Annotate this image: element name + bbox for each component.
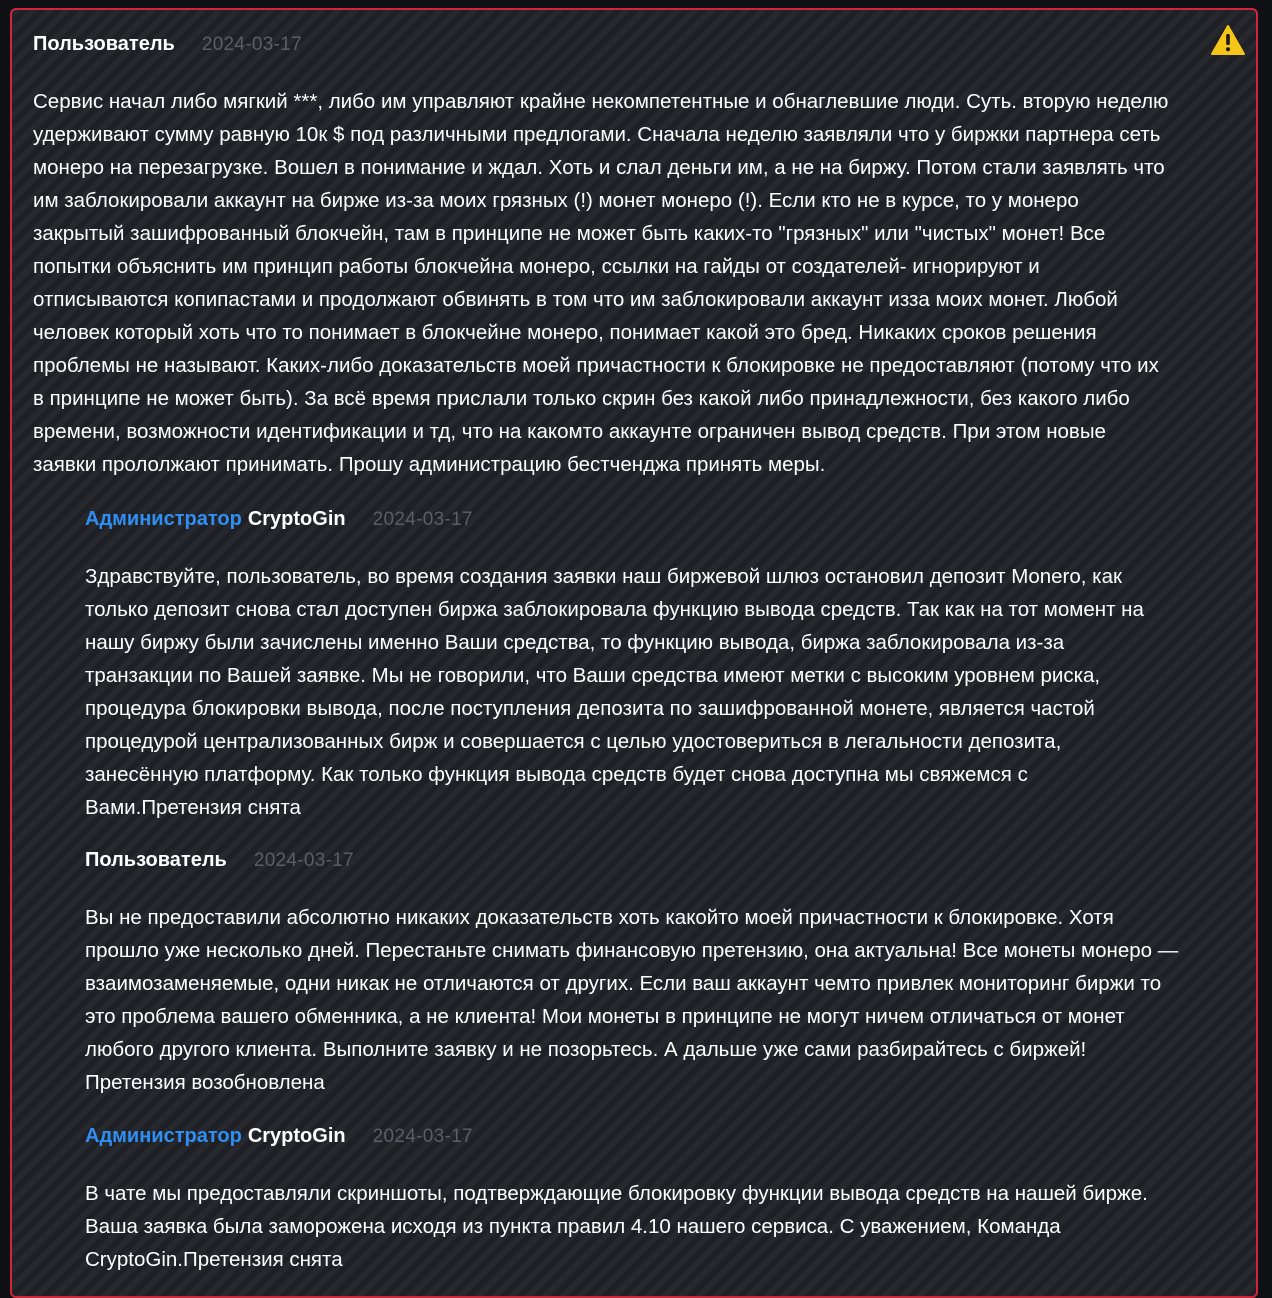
message-date: 2024-03-17 — [372, 1126, 473, 1147]
author-role: Администратор — [85, 508, 242, 530]
message-text: Здравствуйте, пользователь, во время создания заявки наш биржевой шлюз остановил депозит Monero, как только депозит снова стал доступен биржа заблокировала функцию вывода средств. Так как на тот момент на нашу биржу были зачислены именно Ваши средства, то функцию вывода, биржа заблокировала из-за транзакции по Вашей заявке. Мы не говорили, что Ваши средства имеют метки с высоким уровнем риска, процедура блокировки вывода, после поступления депозита по зашифрованной монете, является частой процедурой централизованных бирж и совершается с целью удостовериться в легальности депозита, занесённую платформу. Как только функция вывода средств будет снова доступна мы свяжемся с Вами.Претензия снята — [85, 565, 1144, 819]
message-header — [33, 33, 1234, 63]
message-header — [85, 849, 1234, 879]
message-header — [85, 1125, 1234, 1155]
review-message — [33, 33, 1234, 481]
user-reply — [85, 849, 1234, 1099]
author-role: Пользователь — [85, 849, 227, 871]
author-role: Администратор — [85, 1125, 242, 1147]
message-date: 2024-03-17 — [372, 509, 473, 530]
message-date: 2024-03-17 — [201, 34, 303, 55]
author-nickname[interactable]: CryptoGin — [247, 508, 346, 530]
complaint-card — [10, 8, 1258, 1298]
message-text: Вы не предоставили абсолютно никаких доказательств хоть какойто моей причастности к блокировке. Хотя прошло уже несколько дней. Перестаньте снимать финансовую претензию, она актуальна! Все монеты монеро — взаимозаменяемые, одни никак не отличаются от других. Если ваш аккаунт чемто привлек мониторинг биржи то это проблема вашего обменника, а не клиента! Мои монеты в принципе не могут ничем отличаться от монет любого другого клиента. Выполните заявку и не позорьтесь. А дальше уже сами разбирайтесь с биржей! Претензия возобновлена — [85, 906, 1179, 1094]
author-nickname[interactable]: CryptoGin — [247, 1125, 346, 1147]
admin-reply — [85, 1125, 1234, 1276]
message-header — [85, 508, 1234, 538]
author-role: Пользователь — [33, 33, 175, 55]
message-date: 2024-03-17 — [253, 850, 355, 871]
admin-reply — [85, 508, 1234, 824]
message-text: Сервис начал либо мягкий ***, либо им управляют крайне некомпетентные и обнаглевшие люди. Суть. вторую неделю удерживают сумму равную 10к $ под различными предлогами. Сначала неделю заявляли что у биржки партнера сеть монеро на перезагрузке. Вошел в понимание и ждал. Хоть и слал деньги им, а не на биржу. Потом стали заявлять что им заблокировали аккаунт на бирже из-за моих грязных (!) монет монеро (!). Если кто не в курсе, то у монеро закрытый зашифрованный блокчейн, там в принципе не может быть каких-то "грязных" или "чистых" монет! Все попытки объяснить им принцип работы блокчейна монеро, ссылки на гайды от создателей- игнорируют и отписываются копипастами и продолжают обвинять в том что им заблокировали аккаунт изза моих монет. Любой человек который хоть что то понимает в блокчейне монеро, понимает какой это бред. Никаких сроков решения проблемы не называют. Каких-либо доказательств моей причастности к блокировке не предоставляют (потому что их в принципе не может быть). За всё время прислали только скрин без какой либо принадлежности, без какого либо времени, возможности идентификации и тд, что на какомто аккаунте ограничен вывод средств. При этом новые заявки прололжают принимать. Прошу администрацию бестченджа принять меры. — [33, 90, 1169, 476]
message-text: В чате мы предоставляли скриншоты, подтверждающие блокировку функции вывода средств на нашей бирже. Ваша заявка была заморожена исходя из пункта правил 4.10 нашего сервиса. С уважением, Команда CryptoGin.Претензия снята — [85, 1182, 1148, 1271]
